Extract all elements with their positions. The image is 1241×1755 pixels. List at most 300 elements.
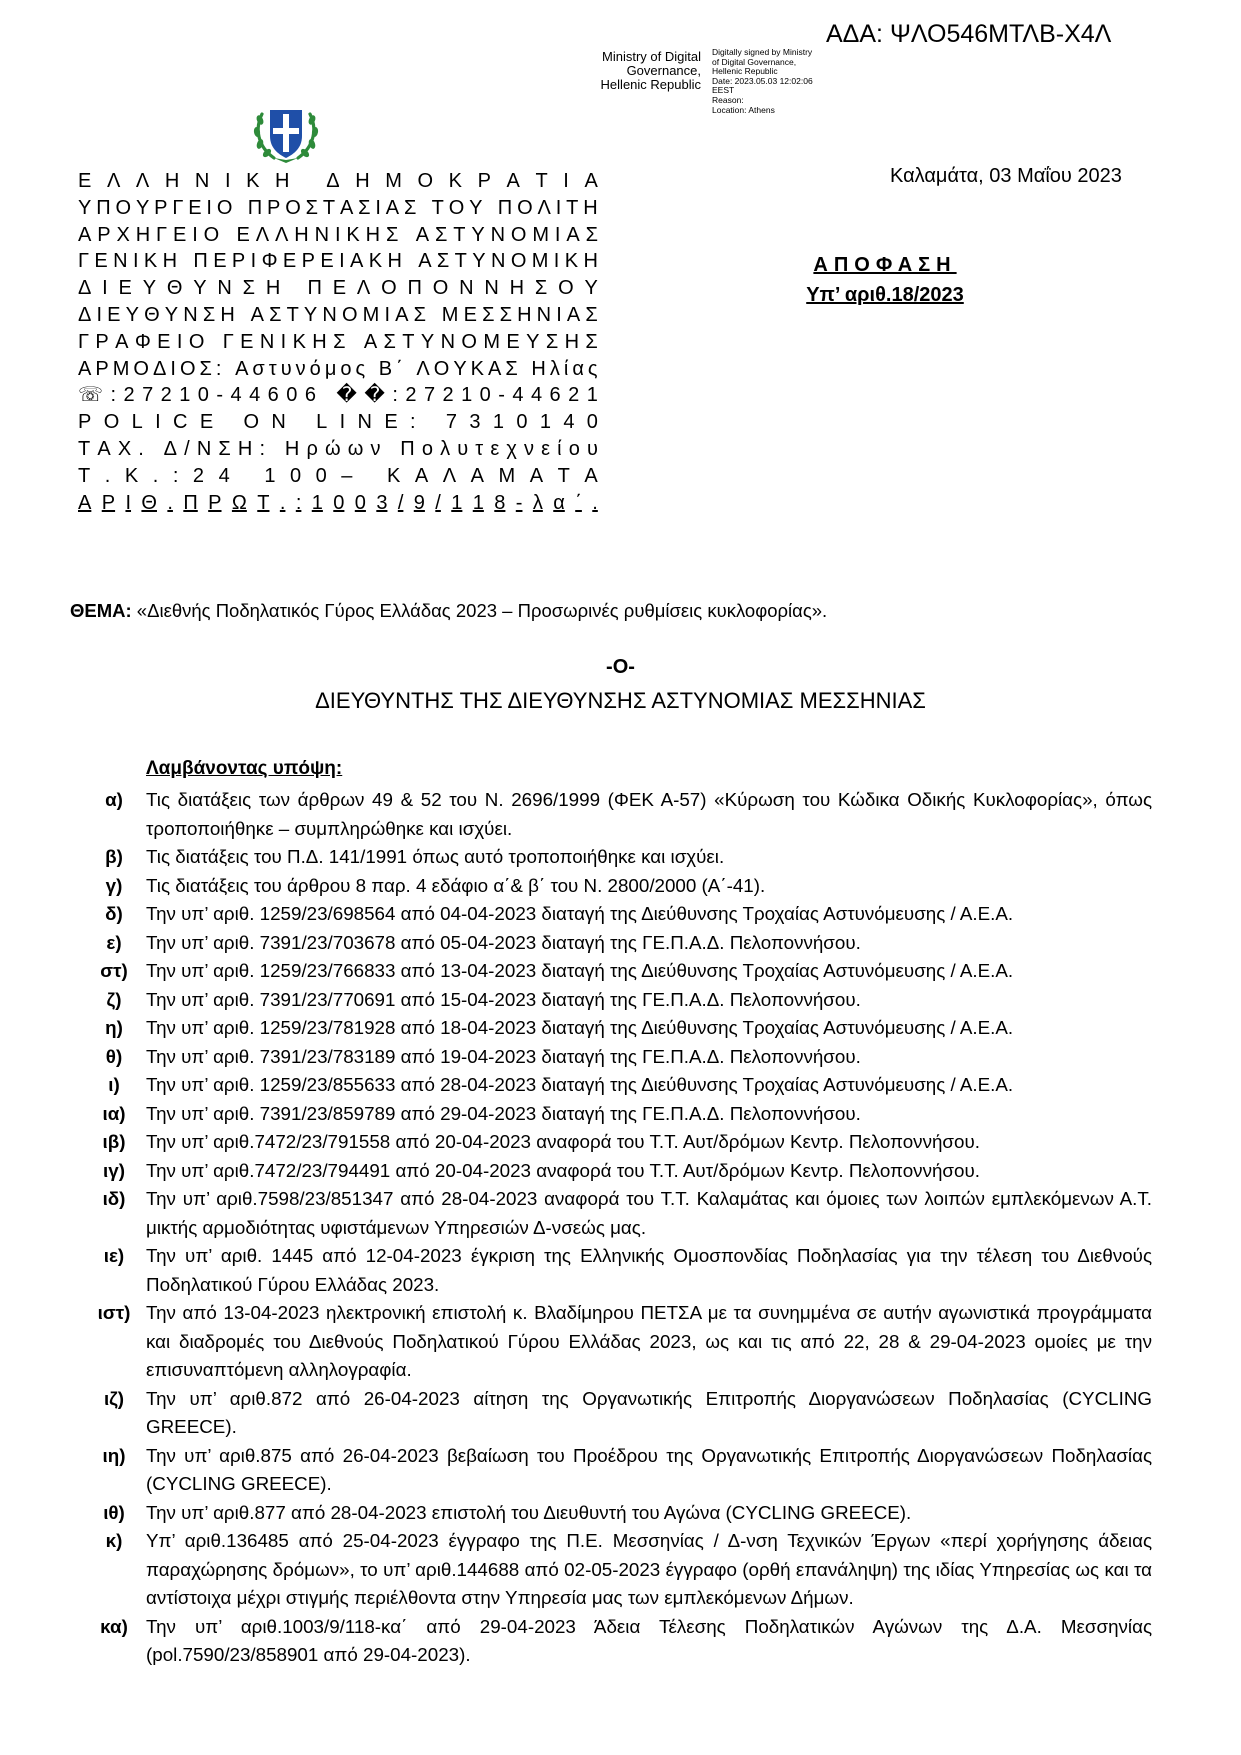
- header-char: Μ: [112, 357, 130, 380]
- header-char: Ο: [216, 196, 233, 219]
- consideration-item: [82, 1442, 1152, 1499]
- header-char: [407, 248, 413, 275]
- header-line: [78, 356, 598, 383]
- signature-detail-line: Date: 2023.05.03 12:02:06: [712, 75, 813, 86]
- header-char: Σ: [242, 277, 256, 300]
- header-char: N: [271, 411, 286, 434]
- header-char: σ: [252, 357, 265, 380]
- header-char: Η: [162, 250, 178, 273]
- item-text: Την υπ’ αριθ.1003/9/118-κα΄ από 29-04-2023 Άδεια Τέλεσης Ποδηλατικών Αγώνων της Δ.Α. Μεσσηνίας (pol.7590/23/858901 από 29-04-2023).: [146, 1615, 1152, 1665]
- header-char: 8: [494, 491, 506, 514]
- header-char: Ν: [440, 330, 456, 353]
- header-char: Α: [584, 170, 598, 192]
- item-label: ια): [102, 1102, 126, 1124]
- item-text: Την υπ’ αριθ. 1259/23/766833 από 13-04-2023 διαταγή της Διεύθυνσης Τροχαίας Αστυνόμευσης / Α.Ε.Α.: [146, 960, 1014, 981]
- consideration-item: [82, 1100, 1152, 1129]
- header-char: Θ: [144, 303, 160, 326]
- header-char: Ρ: [301, 250, 315, 273]
- header-char: λ: [440, 437, 451, 460]
- place-date: Καλαμάτα, 03 Μαΐου 2023: [890, 165, 1122, 187]
- header-char: [211, 329, 217, 356]
- header-char: Α: [350, 250, 364, 273]
- header-char: τ: [475, 437, 484, 460]
- header-char: .: [167, 491, 173, 514]
- header-char: Ι: [250, 250, 257, 273]
- header-char: [151, 436, 157, 463]
- consideration-item: [82, 1071, 1152, 1100]
- header-char: 6: [267, 384, 279, 407]
- header-char: Γ: [156, 223, 168, 246]
- considerations-list: [82, 786, 1152, 1670]
- header-char: ΄: [396, 357, 403, 380]
- item-text: Την υπ’ αριθ. 7391/23/770691 από 15-04-2023 διαταγή της ΓΕ.Π.Α.Δ. Πελοποννήσου.: [146, 988, 861, 1010]
- header-char: 4: [530, 384, 543, 407]
- header-char: .: [152, 464, 159, 487]
- header-char: L: [316, 411, 328, 434]
- header-char: Ε: [282, 250, 297, 273]
- header-char: ☏: [78, 384, 104, 407]
- header-char: τ: [268, 357, 277, 380]
- header-char: Η: [220, 303, 235, 326]
- item-label: γ): [105, 874, 123, 896]
- header-char: Ε: [213, 250, 227, 273]
- header-char: Ρ: [231, 250, 246, 273]
- header-char: [323, 382, 329, 409]
- header-char: Μ: [362, 303, 380, 326]
- header-char: 0: [354, 491, 366, 514]
- header-char: 1: [179, 384, 191, 407]
- header-char: Ο: [448, 196, 465, 219]
- header-char: [237, 195, 243, 222]
- header-char: ρ: [306, 437, 318, 460]
- header-char: Ι: [170, 357, 176, 380]
- header-char: Ι: [102, 277, 108, 300]
- header-char: Ο: [517, 196, 533, 219]
- item-text: Την από 13-04-2023 ηλεκτρονική επιστολή κ. Βλαδίμηρου ΠΕΤΣΑ με τα συνημμένα σε αυτήν αγωνιστικά προγράμματα και διαδρομές του Διεθνούς Ποδηλατικού Γύρου Ελλάδας 2023, ως και τις από 22, 28 & 29-04-2023 ομοίες με την επισυναπτόμενη αλληλογραφία.: [146, 1302, 1152, 1380]
- header-char: ν: [370, 437, 381, 460]
- header-char: 0: [333, 491, 345, 514]
- header-char: 0: [315, 464, 327, 487]
- header-char: Λ: [275, 223, 289, 246]
- header-char: 0: [586, 411, 598, 434]
- header-char: Π: [247, 196, 263, 219]
- consideration-item: [82, 986, 1152, 1015]
- header-char: :: [392, 384, 398, 407]
- header-char: 6: [549, 384, 561, 407]
- header-char: Ρ: [97, 223, 111, 246]
- header-char: Χ: [116, 223, 130, 246]
- item-label: α): [105, 789, 123, 810]
- header-char: Υ: [142, 277, 157, 300]
- header-char: ς: [587, 357, 598, 380]
- header-char: Α: [97, 437, 111, 460]
- item-label: ζ): [106, 988, 122, 1010]
- header-char: ε: [490, 437, 500, 460]
- header-char: Υ: [164, 303, 179, 326]
- header-char: Ο: [417, 170, 434, 192]
- signature-detail-line: Digitally signed by Ministry: [712, 47, 813, 57]
- header-char: [182, 248, 188, 275]
- header-char: Η: [284, 437, 300, 460]
- header-char: Η: [583, 250, 598, 273]
- consideration-item: [82, 929, 1152, 958]
- header-char: Α: [78, 223, 92, 246]
- header-char: -: [515, 491, 523, 514]
- header-char: [240, 302, 246, 329]
- header-char: Ι: [125, 491, 132, 514]
- protocol-number: [78, 490, 598, 517]
- header-char: :: [295, 491, 302, 514]
- header-char: -: [498, 384, 505, 407]
- header-char: Ο: [341, 303, 358, 326]
- header-char: Η: [312, 330, 327, 353]
- header-char: Η: [531, 357, 546, 380]
- header-char: Α: [385, 196, 400, 219]
- header-char: Κ: [346, 223, 360, 246]
- header-char: Σ: [218, 437, 231, 460]
- header-char: Δ: [78, 303, 92, 326]
- header-char: Ρ: [95, 330, 109, 353]
- director-title: ΔΙΕΥΘΥΝΤΗΣ ΤΗΣ ΔΙΕΥΘΥΝΣΗΣ ΑΣΤΥΝΟΜΙΑΣ ΜΕΣΣΗΝΙΑΣ: [315, 688, 926, 713]
- header-char: Χ: [117, 437, 132, 460]
- header-char: [244, 463, 250, 490]
- header-char: Σ: [482, 303, 495, 326]
- header-char: 4: [218, 464, 230, 487]
- header-char: [522, 356, 528, 383]
- header-char: Η: [387, 250, 402, 273]
- header-char: 1: [586, 384, 598, 407]
- item-text: Τις διατάξεις των άρθρων 49 & 52 του Ν. 2696/1999 (ΦΕΚ Α-57) «Κύρωση του Κώδικα Οδικής Κυκλοφορίας», όπως τροποποιήθηκε – συμπληρώθηκε και ισχύει.: [146, 789, 1152, 839]
- header-char: �: [336, 384, 357, 407]
- header-char: :: [259, 437, 266, 460]
- header-char: C: [173, 411, 188, 434]
- header-char: Υ: [453, 357, 467, 380]
- header-char: Μ: [531, 250, 549, 273]
- header-char: Ε: [506, 330, 520, 353]
- header-char: Δ: [326, 170, 340, 192]
- header-char: Ν: [484, 277, 499, 300]
- header-char: Υ: [584, 277, 598, 300]
- signer-line: Governance,: [626, 63, 701, 78]
- header-char: Λ: [106, 170, 121, 192]
- header-char: Ν: [536, 303, 552, 326]
- header-char: 1: [311, 491, 323, 514]
- o-line: -Ο-: [606, 656, 635, 678]
- item-text: Την υπ’ αριθ. 7391/23/783189 από 19-04-2023 διαταγή της ΓΕ.Π.Α.Δ. Πελοποννήσου.: [146, 1045, 861, 1067]
- item-text: Την υπ’ αριθ.877 από 28-04-2023 επιστολή του Διευθυντή του Αγώνα (CYCLING GREECE).: [146, 1501, 912, 1523]
- header-char: Π: [193, 250, 208, 273]
- item-label: β): [105, 846, 123, 867]
- header-line: [78, 195, 598, 222]
- header-char: Ε: [157, 330, 171, 353]
- header-char: Κ: [124, 464, 139, 487]
- header-char: Τ: [453, 223, 466, 246]
- signer-line: Ministry of Digital: [602, 49, 701, 64]
- header-char: 0: [516, 411, 528, 434]
- header-char: Ο: [558, 277, 574, 300]
- header-char: ν: [295, 357, 306, 380]
- header-char: Ε: [240, 330, 254, 353]
- header-char: Σ: [386, 223, 399, 246]
- header-char: Θ: [141, 491, 157, 514]
- header-char: Γ: [78, 250, 90, 273]
- header-char: .: [104, 464, 111, 487]
- header-char: Τ: [535, 170, 548, 192]
- header-char: 4: [512, 384, 524, 407]
- item-label: δ): [105, 903, 123, 924]
- consideration-item: [82, 1014, 1152, 1043]
- signature-detail-line: Location: Athens: [712, 104, 775, 115]
- header-char: Ο: [510, 250, 527, 273]
- header-char: Π: [96, 196, 111, 219]
- header-char: Σ: [585, 330, 598, 353]
- decision-number: Υπ’ αριθ.18/2023: [806, 284, 964, 306]
- header-char: Υ: [526, 330, 540, 353]
- header-char: Σ: [383, 330, 396, 353]
- header-char: Ο: [133, 357, 149, 380]
- header-char: Σ: [269, 303, 282, 326]
- item-text: Την υπ’ αριθ.872 από 26-04-2023 αίτηση της Οργανωτικής Επιτροπής Διοργανώσεων Ποδηλασίας (CYCLING GREECE).: [146, 1387, 1152, 1437]
- consideration-item: [82, 786, 1152, 843]
- header-char: Ρ: [208, 491, 222, 514]
- header-char: Ρ: [95, 357, 109, 380]
- item-label: ιστ): [97, 1302, 131, 1323]
- consideration-item: [82, 1385, 1152, 1442]
- header-char: Υ: [472, 250, 486, 273]
- header-char: ώ: [324, 437, 341, 460]
- header-char: /: [184, 437, 190, 460]
- header-char: Ε: [320, 250, 334, 273]
- header-char: Τ: [286, 303, 299, 326]
- header-char: Σ: [333, 330, 346, 353]
- header-char: Υ: [193, 277, 207, 300]
- consideration-item: [82, 1527, 1152, 1613]
- header-char: Ν: [183, 303, 198, 326]
- header-char: Τ: [78, 464, 91, 487]
- header-char: α: [572, 357, 584, 380]
- item-label: κα): [100, 1615, 128, 1637]
- header-char: .: [138, 437, 144, 460]
- header-line: [78, 302, 598, 329]
- header-char: [388, 436, 394, 463]
- header-char: Τ: [566, 196, 579, 219]
- consideration-item: [82, 872, 1152, 901]
- item-label: ιθ): [103, 1501, 125, 1523]
- header-char: Τ: [557, 464, 570, 487]
- item-text: Την υπ’ αριθ. 7391/23/703678 από 05-04-2023 διαταγή της ΓΕ.Π.Α.Δ. Πελοποννήσου.: [146, 931, 861, 953]
- header-char: Λ: [135, 170, 150, 192]
- item-text: Τις διατάξεις του άρθρου 8 παρ. 4 εδάφιο α΄& β΄ του Ν. 2800/2000 (Α΄-41).: [146, 874, 766, 896]
- header-char: Δ: [78, 277, 92, 300]
- item-text: Την υπ’ αριθ. 1445 από 12-04-2023 έγκριση της Ελληνικής Ομοσπονδίας Ποδηλασίας για την τέλεση του Διεθνούς Ποδηλατικού Γύρου Ελλάδας 2023.: [146, 1245, 1152, 1295]
- header-char: Ε: [463, 303, 477, 326]
- header-char: Λ: [416, 357, 430, 380]
- header-char: Ω: [231, 491, 247, 514]
- header-char: Λ: [442, 464, 457, 487]
- header-char: 1: [539, 411, 551, 434]
- item-label: στ): [100, 960, 128, 981]
- header-char: Σ: [305, 196, 318, 219]
- header-char: �: [364, 384, 385, 407]
- header-char: Η: [265, 277, 281, 300]
- header-char: Ε: [94, 250, 108, 273]
- consideration-item: [82, 1242, 1152, 1299]
- header-char: Α: [418, 250, 432, 273]
- signature-detail-line: Hellenic Republic: [712, 66, 778, 77]
- header-char: Μ: [532, 223, 550, 246]
- header-char: [431, 302, 437, 329]
- header-char: Ν: [314, 223, 330, 246]
- header-char: ί: [563, 357, 569, 380]
- consideration-item: [82, 1613, 1152, 1670]
- header-char: Ν: [490, 250, 506, 273]
- header-char: Γ: [172, 196, 184, 219]
- header-char: Ι: [176, 330, 183, 353]
- header-char: .: [592, 491, 598, 514]
- header-char: Ι: [555, 196, 562, 219]
- header-char: Π: [183, 491, 198, 514]
- header-char: Κ: [368, 250, 383, 273]
- header-char: Α: [78, 357, 92, 380]
- header-char: Κ: [292, 330, 306, 353]
- header-char: Ε: [172, 223, 187, 246]
- header-char: [226, 409, 232, 436]
- header-char: Η: [583, 196, 598, 219]
- header-char: Υ: [471, 223, 485, 246]
- header-char: Ο: [203, 223, 220, 246]
- header-char: Ο: [461, 330, 477, 353]
- header-char: E: [384, 411, 398, 434]
- header-char: 1: [451, 491, 463, 514]
- header-char: ό: [309, 357, 321, 380]
- header-char: Τ: [322, 196, 336, 219]
- header-char: [428, 409, 434, 436]
- header-char: [305, 168, 311, 195]
- header-char: Λ: [255, 223, 270, 246]
- subject-label: ΘΕΜΑ:: [70, 600, 132, 621]
- decision-title: ΑΠΟΦΑΣΗ: [813, 254, 957, 276]
- header-char: Μ: [498, 464, 516, 487]
- header-char: [225, 222, 231, 249]
- header-char: Μ: [483, 330, 501, 353]
- header-char: Ι: [192, 223, 198, 246]
- item-label: ιδ): [102, 1188, 126, 1209]
- header-char: Ρ: [101, 491, 116, 514]
- header-char: 2: [160, 384, 172, 407]
- header-char: Υ: [125, 303, 139, 326]
- header-char: Σ: [545, 330, 559, 353]
- signature-detail-line: Reason:: [712, 94, 744, 105]
- header-char: Τ: [454, 250, 467, 273]
- greek-coat-of-arms-icon: [252, 102, 320, 166]
- header-char: Ι: [96, 303, 103, 326]
- header-char: 7: [445, 411, 458, 434]
- header-char: Γ: [222, 330, 234, 353]
- header-char: 4: [230, 384, 242, 407]
- header-char: Ι: [224, 170, 231, 192]
- consideration-item: [82, 1043, 1152, 1072]
- header-char: 7: [423, 384, 436, 407]
- header-char: P: [78, 411, 92, 434]
- consideration-item: [82, 1128, 1152, 1157]
- header-line: [78, 329, 598, 356]
- header-char: Ο: [188, 330, 205, 353]
- header-char: Υ: [303, 303, 318, 326]
- header-char: Ν: [322, 303, 337, 326]
- header-char: ο: [568, 437, 580, 460]
- header-char: Λ: [537, 196, 551, 219]
- item-text: Την υπ’ αριθ.7472/23/791558 από 20-04-2023 αναφορά του Τ.Τ. Αυτ/δρόμων Κεντρ. Πελοποννήσου.: [146, 1131, 980, 1152]
- item-label: ιη): [102, 1444, 126, 1466]
- header-char: [367, 463, 373, 490]
- header-char: ο: [421, 437, 433, 460]
- item-text: Υπ’ αριθ.136485 από 25-04-2023 έγγραφο της Π.Ε. Μεσσηνίας / Δ-νση Τεχνικών Έργων «περί χορήγησης άδειας παραχώρησης δρόμων», το υπ’ αριθ.144688 από 02-05-2023 έγγραφο (ορθή επανάληψη) της ιδίας Υπηρεσίας ως και τα αντίστοιχα μέχρι στιγμής περιέλθοντα στην Υπηρεσία μας των εμπλεκόμενων Δήμων.: [146, 1530, 1152, 1608]
- header-char: 2: [405, 384, 417, 407]
- header-char: λ: [532, 491, 543, 514]
- ada-code: ΑΔΑ: ΨΛΟ546ΜΤΛΒ-Χ4Λ: [826, 20, 1112, 48]
- header-char: Α: [566, 303, 581, 326]
- header-char: 1: [264, 464, 276, 487]
- header-char: [225, 356, 231, 383]
- header-char: Ι: [280, 330, 287, 353]
- header-char: Τ: [402, 330, 415, 353]
- consideration-item: [82, 1157, 1152, 1186]
- header-char: ί: [557, 437, 562, 460]
- item-text: Την υπ’ αριθ. 1259/23/781928 από 18-04-2023 διαταγή της Διεύθυνσης Τροχαίας Αστυνόμευσης / Α.Ε.Α.: [146, 1017, 1014, 1038]
- header-char: Α: [529, 464, 544, 487]
- header-char: O: [243, 411, 260, 434]
- header-char: Ε: [332, 277, 347, 300]
- header-char: Ρ: [267, 196, 281, 219]
- header-char: Η: [355, 170, 370, 192]
- header-char: χ: [506, 437, 517, 460]
- item-text: Τις διατάξεις του Π.Δ. 141/1991 όπως αυτό τροποποιήθηκε και ισχύει.: [146, 846, 725, 867]
- header-char: –: [341, 464, 353, 487]
- header-char: υ: [586, 437, 598, 460]
- header-char: /: [397, 491, 404, 514]
- header-char: -: [216, 384, 224, 407]
- header-char: [291, 275, 297, 302]
- header-char: Ν: [259, 330, 275, 353]
- header-char: E: [199, 411, 214, 434]
- header-char: 2: [568, 384, 580, 407]
- header-char: Ι: [563, 170, 569, 192]
- header-char: Κ: [246, 170, 260, 192]
- header-char: Ο: [285, 196, 301, 219]
- header-char: Δ: [152, 357, 167, 380]
- header-char: Υ: [78, 196, 92, 219]
- header-char: Ι: [339, 250, 345, 273]
- header-char: Π: [497, 196, 513, 219]
- header-char: Θ: [166, 277, 183, 300]
- header-char: Μ: [385, 170, 402, 192]
- header-char: 0: [479, 384, 491, 407]
- header-char: Ι: [384, 303, 391, 326]
- item-text: Την υπ’ αριθ.7598/23/851347 από 28-04-2023 αναφορά του Τ.Τ. Καλαμάτας και όμοιες των λοιπών εμπλεκόμενων Α.Τ. μικτής αρμοδιότητας υφιστάμενων Υπηρεσιών Δ-νσεώς μας.: [146, 1188, 1152, 1238]
- header-char: Α: [566, 223, 580, 246]
- header-char: I: [155, 411, 161, 434]
- header-char: Α: [339, 196, 354, 219]
- header-char: [487, 195, 493, 222]
- consideration-item: [82, 1499, 1152, 1528]
- item-text: Την υπ’ αριθ.7472/23/794491 από 20-04-2023 αναφορά του Τ.Τ. Αυτ/δρόμων Κεντρ. Πελοποννήσου.: [146, 1159, 980, 1181]
- digital-signature-details: [712, 48, 813, 115]
- header-char: 0: [197, 384, 209, 407]
- consideration-item: [82, 900, 1152, 929]
- header-char: Α: [488, 357, 502, 380]
- header-char: Ε: [236, 223, 250, 246]
- header-char: :: [172, 464, 179, 487]
